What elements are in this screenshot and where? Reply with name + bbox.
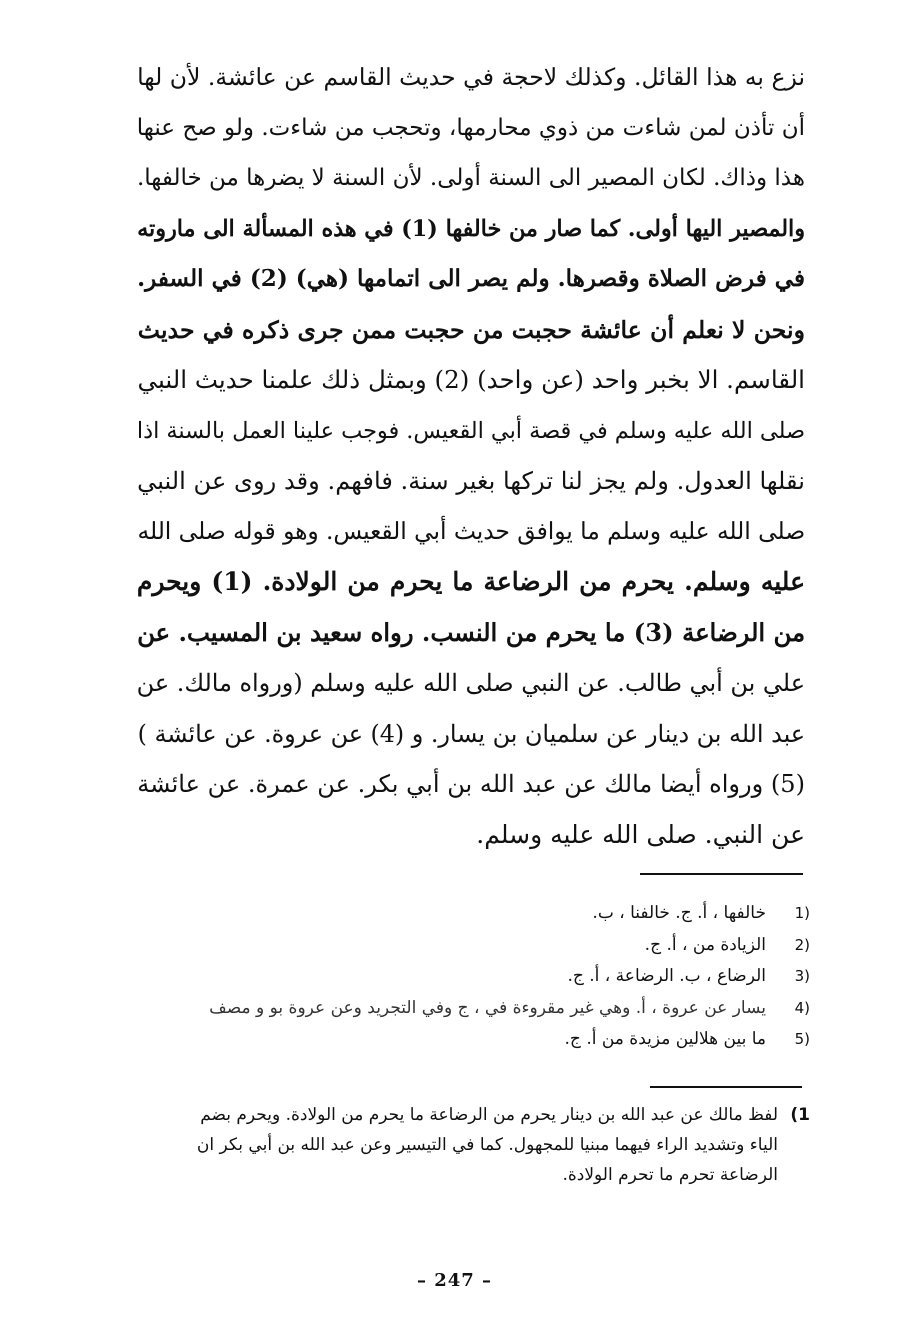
main-text-line: عن النبي. صلى الله عليه وسلم. [476, 819, 805, 849]
main-text-line: في فرض الصلاة وقصرها. ولم يصر الى اتمامها (هي) (2) في السفر. [137, 265, 805, 292]
footnote-number: 3) [794, 967, 810, 985]
main-text-line: نقلها العدول. ولم يجز لنا تركها بغير سنة. فافهم. وقد روى عن النبي [137, 467, 805, 495]
footnote-item [190, 898, 810, 930]
footnote-divider [640, 873, 803, 875]
footnote-text: الرضاع ، ب. الرضاعة ، أ. ج. [567, 966, 766, 986]
footnote-text: يسار عن عروة ، أ. وهي غير مقروءة في ، ج وفي التجريد وعن عروة بو و مصف [209, 997, 766, 1018]
editor-note-text [150, 1100, 786, 1190]
main-text-line: القاسم. الا بخبر واحد (عن واحد) (2) وبمثل ذلك علمنا حديث النبي [137, 365, 805, 394]
main-text-line: ونحن لا نعلم أن عائشة حجبت من حجبت ممن جرى ذكره في حديث [137, 315, 805, 344]
footnote-text: ما بين هلالين مزيدة من أ. ج. [564, 1029, 766, 1049]
main-text-block [135, 52, 805, 860]
footnote-number: 5) [794, 1030, 810, 1048]
page-number: – 247 – [416, 1270, 493, 1291]
footnote-number: 2) [794, 935, 810, 954]
main-text-line: صلى الله عليه وسلم ما يوافق حديث أبي القعيس. وهو قوله صلى الله [137, 517, 805, 545]
footnote-item [190, 930, 810, 962]
main-text-line: عبد الله بن دينار عن سلميان بن يسار. و (4) عن عروة. عن عائشة ) [137, 719, 805, 748]
main-text-line: نزع به هذا القائل. وكذلك لاحجة في حديث القاسم عن عائشة. لأن لها [137, 63, 805, 91]
main-text-line: صلى الله عليه وسلم في قصة أبي القعيس. فوجب علينا العمل بالسنة اذا [136, 417, 805, 444]
main-text-line: والمصير اليها أولى. كما صار من خالفها (1) في هذه المسألة الى ماروته [137, 215, 805, 242]
editor-note-row [150, 1100, 810, 1190]
footnote-number: 4) [794, 998, 810, 1017]
footnote-item [190, 993, 810, 1025]
main-text-line: عليه وسلم. يحرم من الرضاعة ما يحرم من الولادة. (1) ويحرم [136, 567, 805, 596]
editor-note-block [150, 1100, 810, 1190]
main-text-line: (5) ورواه أيضا مالك عن عبد الله بن أبي بكر. عن عمرة. عن عائشة [137, 770, 805, 798]
main-text-line: هذا وذاك. لكان المصير الى السنة أولى. لأن السنة لا يضرها من خالفها. [136, 165, 805, 191]
footnote-text: الزيادة من ، أ. ج. [644, 934, 766, 955]
editor-note-line: الياء وتشديد الراء فيهما مبنيا للمجهول. كما في التيسير وعن عبد الله بن أبي بكر ان [196, 1135, 778, 1155]
footnote-number: 1) [794, 904, 810, 922]
main-text-line: علي بن أبي طالب. عن النبي صلى الله عليه وسلم (ورواه مالك. عن [136, 669, 805, 697]
editor-note-number: 1) [790, 1105, 810, 1125]
footnote-item [190, 1024, 810, 1056]
footnote-item [190, 961, 810, 993]
footnotes-block [190, 898, 810, 1056]
main-text-line: أن تأذن لمن شاءت من ذوي محارمها، وتحجب من شاءت. ولو صح عنها [136, 114, 805, 141]
editor-note-divider [650, 1086, 802, 1088]
editor-note-line: الرضاعة تحرم ما تحرم الولادة. [562, 1165, 778, 1185]
footnote-text: خالفها ، أ. ج. خالفنا ، ب. [592, 903, 766, 923]
main-text-line: من الرضاعة (3) ما يحرم من النسب. رواه سعيد بن المسيب. عن [137, 617, 805, 647]
editor-note-line: لفظ مالك عن عبد الله بن دينار يحرم من الرضاعة ما يحرم من الولادة. ويحرم بضم [200, 1105, 778, 1125]
